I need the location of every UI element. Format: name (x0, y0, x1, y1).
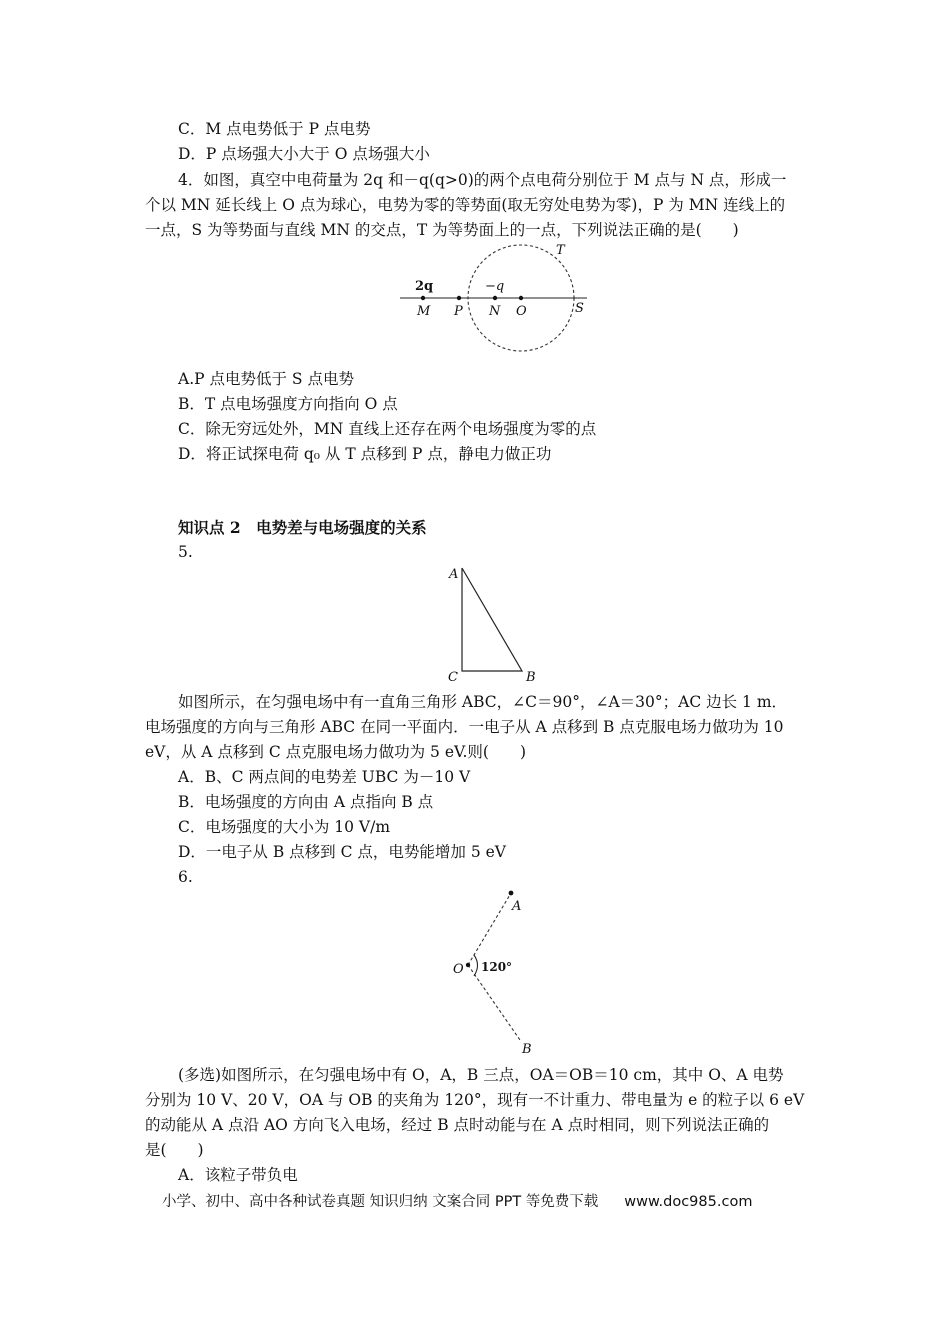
point-o (519, 296, 523, 300)
q6-number: 6. (178, 868, 193, 886)
point-a (509, 891, 514, 896)
q5-option-a: A．B、C 两点间的电势差 UBC 为－10 V (178, 768, 471, 786)
label-a: A (512, 899, 522, 914)
q4-option-a: A.P 点电势低于 S 点电势 (178, 370, 354, 388)
q6-stem-line3: 的动能从 A 点沿 AO 方向飞入电场，经过 B 点时动能与在 A 点时相同，则下列说法正确的 (145, 1116, 770, 1134)
q5-stem-line2: 电场强度的方向与三角形 ABC 在同一平面内．一电子从 A 点移到 B 点克服电场力做功为 10 (145, 718, 784, 736)
q6-stem-line4: 是( ) (145, 1141, 204, 1159)
segment-oa (468, 893, 511, 965)
q6-figure (445, 885, 555, 1060)
label-b: B (522, 1042, 532, 1057)
q6-option-a: A．该粒子带负电 (178, 1166, 298, 1184)
label-t: T (556, 243, 565, 258)
angle-arc (474, 955, 478, 976)
label-angle: 120° (481, 960, 513, 974)
q4-stem-line3: 一点，S 为等势面与直线 MN 的交点，T 为等势面上的一点，下列说法正确的是( ) (145, 221, 739, 239)
page-footer (162, 1190, 752, 1211)
q6-stem-line1: (多选)如图所示，在匀强电场中有 O，A，B 三点，OA＝OB＝10 cm，其中 O、A 电势 (178, 1066, 784, 1084)
label-b: B (526, 670, 536, 685)
point-n (493, 296, 497, 300)
label-c: C (448, 670, 458, 685)
q4-option-c: C．除无穷远处外，MN 直线上还存在两个电场强度为零的点 (178, 420, 597, 438)
label-o: O (453, 962, 464, 977)
segment-ob (468, 965, 520, 1040)
q4-stem-line1: 4．如图，真空中电荷量为 2q 和－q(q>0)的两个点电荷分别位于 M 点与 N 点，形成一 (178, 171, 787, 189)
label-charge-n: −q (485, 279, 505, 294)
label-a: A (449, 567, 459, 582)
point-p (457, 296, 461, 300)
q5-figure (440, 563, 550, 685)
label-p: P (454, 304, 463, 319)
label-m: M (417, 304, 431, 319)
point-m (421, 296, 425, 300)
footer-text: 小学、初中、高中各种试卷真题 知识归纳 文案合同 PPT 等免费下载 (162, 1194, 599, 1210)
label-s: S (575, 301, 584, 316)
triangle-abc (462, 568, 522, 671)
q3-option-c: C．M 点电势低于 P 点电势 (178, 120, 371, 138)
q4-option-b: B．T 点电场强度方向指向 O 点 (178, 395, 398, 413)
q5-number: 5. (178, 543, 193, 561)
q4-stem-line2: 个以 MN 延长线上 O 点为球心，电势为零的等势面(取无穷处电势为零)，P 为 MN 连线上的 (145, 196, 786, 214)
q3-option-d: D．P 点场强大小大于 O 点场强大小 (178, 145, 430, 163)
q5-option-c: C．电场强度的大小为 10 V/m (178, 818, 391, 836)
q4-option-d: D．将正试探电荷 q₀ 从 T 点移到 P 点，静电力做正功 (178, 445, 552, 463)
footer-site-link[interactable]: www.doc985.com (624, 1194, 753, 1210)
q5-option-b: B．电场强度的方向由 A 点指向 B 点 (178, 793, 434, 811)
q4-figure (395, 240, 595, 355)
point-o (466, 963, 470, 967)
q6-stem-line2: 分别为 10 V、20 V，OA 与 OB 的夹角为 120°，现有一不计重力、带电量为 e 的粒子以 6 eV (145, 1091, 805, 1109)
q5-option-d: D．一电子从 B 点移到 C 点，电势能增加 5 eV (178, 843, 506, 861)
label-n: N (489, 304, 501, 319)
label-o: O (516, 304, 527, 319)
q5-stem-line1: 如图所示，在匀强电场中有一直角三角形 ABC，∠C＝90°，∠A＝30°；AC 边长 1 m． (178, 693, 788, 711)
q5-stem-line3: eV，从 A 点移到 C 点克服电场力做功为 5 eV.则( ) (145, 743, 527, 761)
label-charge-m: 2q (415, 279, 434, 294)
section-heading: 知识点 2 电势差与电场强度的关系 (178, 518, 427, 537)
